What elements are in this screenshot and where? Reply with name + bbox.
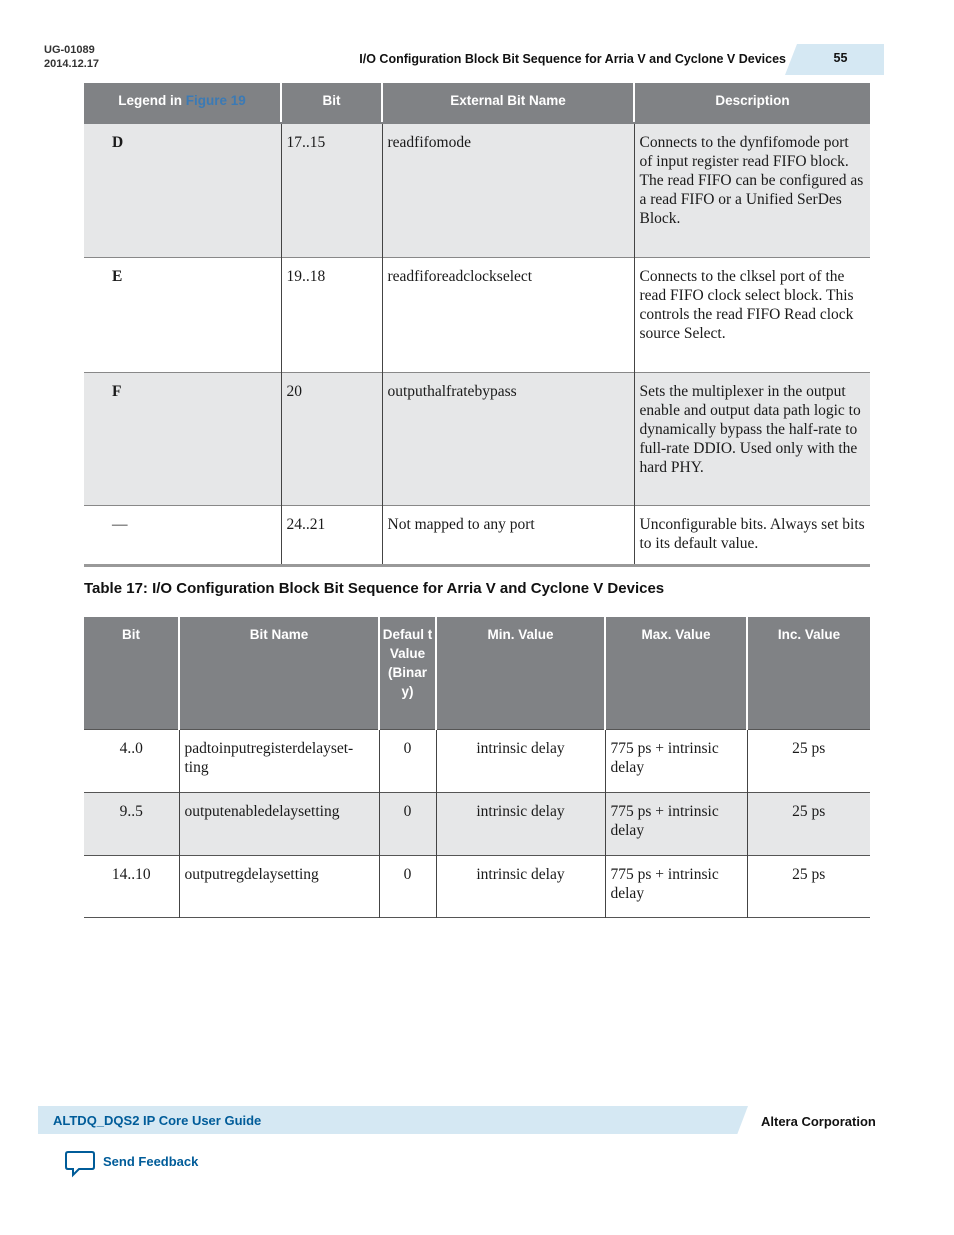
min-value-cell: intrinsic delay — [436, 793, 605, 856]
legend-cell: — — [112, 515, 128, 533]
min-value-cell: intrinsic delay — [436, 856, 605, 918]
table-row — [84, 372, 870, 505]
bit-cell: 19..18 — [281, 257, 382, 372]
bit-name-cell: outputenabledelaysetting — [179, 793, 379, 856]
document-id: UG-01089 — [44, 44, 95, 56]
page-number-tab — [797, 44, 884, 75]
table-row — [84, 505, 870, 565]
inc-value-cell: 25 ps — [747, 856, 870, 918]
page-number: 55 — [833, 51, 848, 65]
bit-name-cell: padtoinputregisterdelayset-ting — [179, 730, 379, 793]
header-bit-name: Bit Name — [179, 617, 379, 730]
inc-value-cell: 25 ps — [747, 730, 870, 793]
table-row — [84, 123, 870, 257]
bit-cell: 14..10 — [111, 866, 151, 883]
bit-cell: 20 — [281, 372, 382, 505]
footer-guide-title[interactable]: ALTDQ_DQS2 IP Core User Guide — [53, 1113, 262, 1128]
legend-cell: F — [84, 372, 281, 505]
header-legend: Legend in Figure 19 — [84, 83, 281, 123]
header-inc-value: Inc. Value — [747, 617, 870, 730]
header-default-value: Defaul t Value (Binar y) — [379, 617, 436, 730]
table-header-row — [84, 617, 870, 730]
table-row — [84, 856, 870, 918]
max-value-cell: 775 ps + intrinsic delay — [605, 730, 747, 793]
description-cell: Sets the multiplexer in the output enable and output data path logic to dynamically bypass the half-rate to full-rate DDIO. Used only with the hard PHY. — [634, 372, 870, 505]
bit-cell: 4..0 — [119, 740, 143, 757]
max-value-cell: 775 ps + intrinsic delay — [605, 856, 747, 918]
bit-name-cell: outputregdelaysetting — [179, 856, 379, 918]
bit-name-cell: outputhalfratebypass — [382, 372, 634, 505]
bit-sequence-table-continued — [84, 83, 870, 567]
header-bit: Bit — [84, 617, 179, 730]
default-cell: 0 — [379, 730, 436, 793]
header-external-bit-name: External Bit Name — [382, 83, 634, 123]
bit-name-cell: Not mapped to any port — [382, 505, 634, 565]
table-row — [84, 793, 870, 856]
bit-name-cell: readfifomode — [382, 123, 634, 257]
description-cell: Connects to the clksel port of the read FIFO clock select block. This controls the read FIFO Read clock source Select. — [634, 257, 870, 372]
bit-cell: 24..21 — [281, 505, 382, 565]
table-row — [84, 730, 870, 793]
header-description: Description — [634, 83, 870, 123]
inc-value-cell: 25 ps — [747, 793, 870, 856]
default-cell: 0 — [379, 793, 436, 856]
header-max-value: Max. Value — [605, 617, 747, 730]
description-cell: Unconfigurable bits. Always set bits to its default value. — [634, 505, 870, 565]
delay-settings-table — [84, 617, 870, 918]
default-cell: 0 — [379, 856, 436, 918]
footer-company: Altera Corporation — [761, 1114, 876, 1129]
chat-bubble-icon[interactable] — [65, 1150, 95, 1178]
bit-cell: 17..15 — [281, 123, 382, 257]
max-value-cell: 775 ps + intrinsic delay — [605, 793, 747, 856]
table-row — [84, 257, 870, 372]
legend-cell: D — [84, 123, 281, 257]
running-header-title: I/O Configuration Block Bit Sequence for Arria V and Cyclone V Devices — [359, 52, 786, 66]
bit-name-cell: readfiforeadclockselect — [382, 257, 634, 372]
send-feedback-link[interactable]: Send Feedback — [103, 1154, 199, 1169]
table-header-row — [84, 83, 870, 123]
bit-cell: 9..5 — [84, 793, 179, 856]
table-caption: Table 17: I/O Configuration Block Bit Sequence for Arria V and Cyclone V Devices — [84, 580, 665, 597]
min-value-cell: intrinsic delay — [436, 730, 605, 793]
document-id-block — [44, 43, 99, 71]
figure-19-link[interactable]: Figure 19 — [185, 93, 246, 108]
document-date: 2014.12.17 — [44, 58, 100, 70]
header-min-value: Min. Value — [436, 617, 605, 730]
description-cell: Connects to the dynfifomode port of input register read FIFO block. The read FIFO can be configured as a read FIFO or a Unified SerDes Block. — [634, 123, 870, 257]
legend-cell: E — [112, 267, 123, 285]
header-bit: Bit — [281, 83, 382, 123]
